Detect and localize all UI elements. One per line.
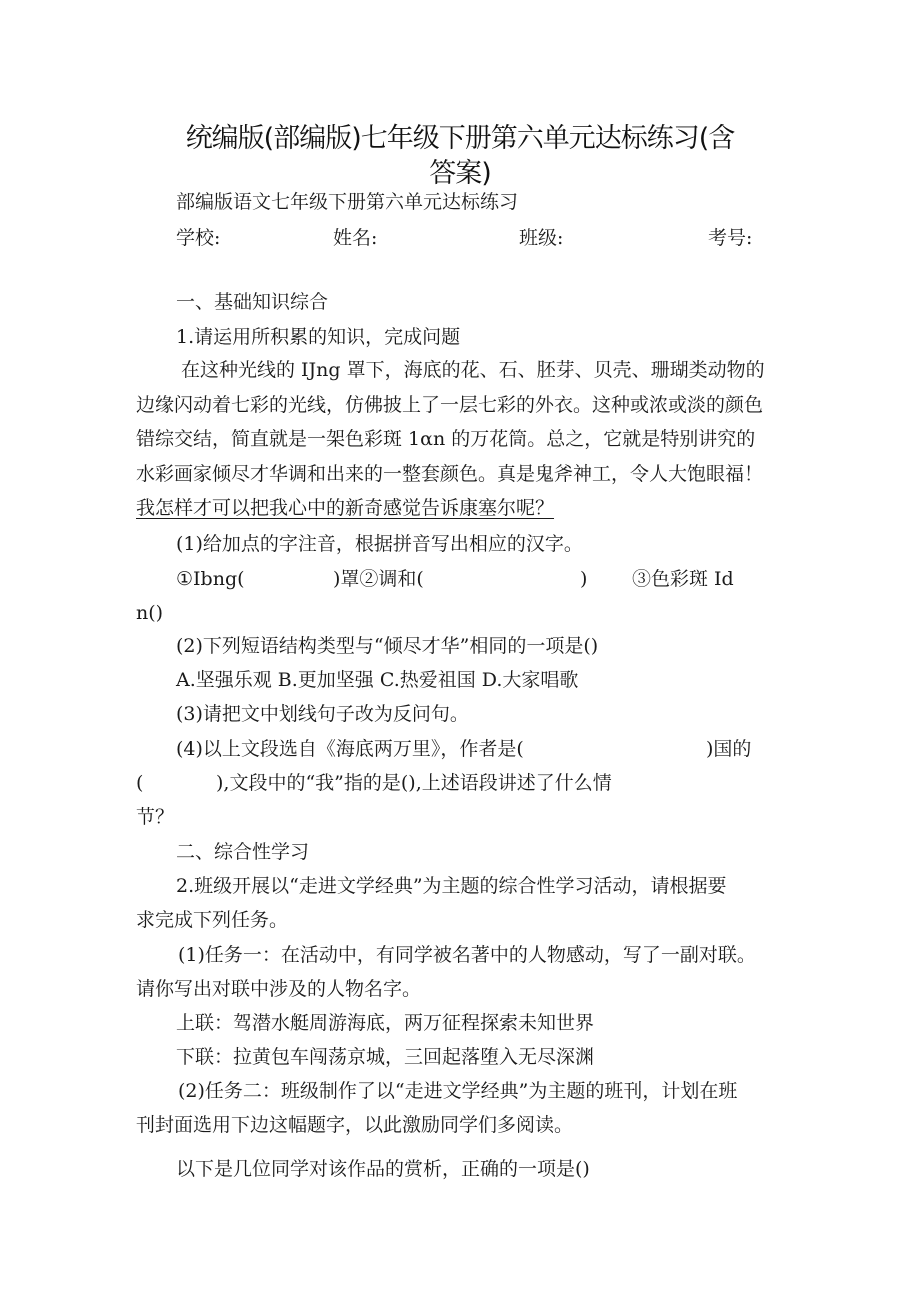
passage-line-1: 在这种光线的 IJng 罩下，海底的花、石、胚芽、贝壳、珊瑚类动物的: [181, 359, 765, 381]
task-2-line-2: 刊封面选用下边这幅题字，以此激励同学们多阅读。: [136, 1114, 574, 1136]
document-title-line-2: 答案): [429, 158, 491, 189]
school-label: 学校:: [176, 227, 221, 249]
subquestion-3: (3)请把文中划线句子改为反问句。: [176, 703, 469, 725]
passage-line-2: 边缘闪动着七彩的光线，仿佛披上了一层七彩的外衣。这种或浓或淡的颜色: [136, 394, 764, 416]
couplet-upper: 上联：驾潜水艇周游海底，两万征程探索未知世界: [176, 1012, 595, 1034]
subquestion-2: (2)下列短语结构类型与“倾尽才华”相同的一项是(): [176, 635, 599, 657]
passage-line-5-underlined: 我怎样才可以把我心中的新奇感觉告诉康塞尔呢？: [136, 497, 555, 519]
subtitle: 部编版语文七年级下册第六单元达标练习: [176, 191, 519, 213]
subquestion-4-part-d: ),文段中的“我”指的是(),上述语段讲述了什么情: [216, 772, 612, 794]
subquestion-4-part-e: 节？: [136, 806, 175, 828]
subquestion-4-part-c: (: [136, 772, 144, 794]
appraisal-question: 以下是几位同学对该作品的赏析，正确的一项是(): [176, 1158, 590, 1180]
subquestion-1-blank-e: n(): [136, 602, 164, 624]
passage-line-4: 水彩画家倾尽才华调和出来的一整套颜色。真是鬼斧神工，令人大饱眼福！: [136, 463, 764, 485]
couplet-lower: 下联：拉黄包车闯荡京城，三回起落堕入无尽深渊: [176, 1046, 595, 1068]
subquestion-1: (1)给加点的字注音，根据拼音写出相应的汉字。: [176, 533, 583, 555]
exam-number-label: 考号:: [708, 227, 753, 249]
task-2-line-1: (2)任务二：班级制作了以“走进文学经典”为主题的班刊，计划在班: [178, 1080, 738, 1102]
class-label: 班级:: [519, 227, 564, 249]
subquestion-4-part-a: (4)以上文段选自《海底两万里》，作者是(: [176, 738, 524, 760]
subquestion-4-part-b: )国的: [706, 738, 752, 760]
subquestion-1-blank-a: ①Ibng(: [176, 568, 245, 590]
document-title-line-1: 统编版(部编版)七年级下册第六单元达标练习(含: [185, 123, 735, 154]
subquestion-1-blank-d: ③色彩斑 Id: [632, 568, 734, 590]
task-1-line-2: 请你写出对联中涉及的人物名字。: [136, 978, 422, 1000]
question-1: 1.请运用所积累的知识，完成问题: [176, 326, 461, 348]
passage-line-3: 错综交结，简直就是一架色彩斑 1αn 的万花筒。总之，它就是特别讲究的: [136, 428, 756, 450]
task-1-line-1: (1)任务一：在活动中，有同学被名著中的人物感动，写了一副对联。: [178, 944, 756, 966]
question-2-line-2: 求完成下列任务。: [136, 909, 289, 931]
section-2-heading: 二、综合性学习: [176, 841, 310, 863]
question-2-line-1: 2.班级开展以“走进文学经典”为主题的综合性学习活动，请根据要: [176, 875, 727, 897]
subquestion-2-options: A.坚强乐观 B.更加坚强 C.热爱祖国 D.大家唱歌: [176, 669, 579, 691]
name-label: 姓名:: [333, 227, 378, 249]
subquestion-1-blank-c: ): [580, 568, 588, 590]
section-1-heading: 一、基础知识综合: [176, 291, 329, 313]
subquestion-1-blank-b: )罩②调和(: [333, 568, 424, 590]
